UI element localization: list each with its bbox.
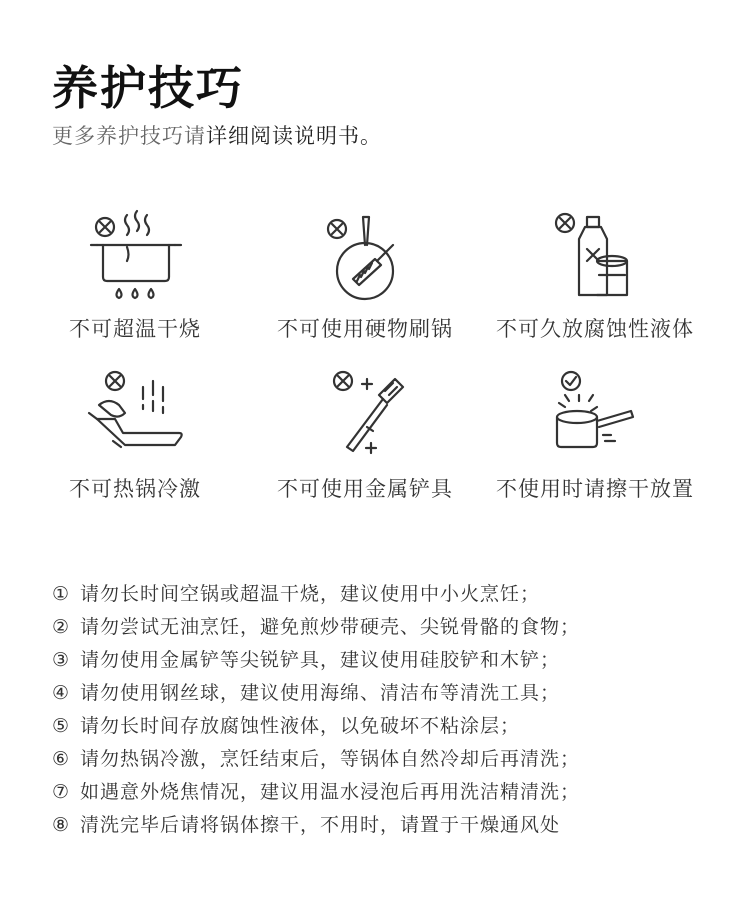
item-number: ④	[52, 682, 71, 704]
page-title: 养护技巧	[52, 61, 244, 115]
item-text: 请勿热锅冷激，烹饪结束后，等锅体自然冷却后再清洗；	[80, 748, 581, 770]
tip-card-no-thermal-shock	[15, 365, 255, 503]
list-item	[52, 578, 692, 611]
tip-label: 不可使用金属铲具	[277, 477, 453, 501]
corrosive-liquid-icon	[535, 205, 655, 305]
list-item	[52, 611, 692, 644]
tip-card-no-dry-heating	[15, 205, 255, 343]
list-item	[52, 710, 692, 743]
list-item	[52, 743, 692, 776]
care-notes-list	[52, 578, 692, 842]
list-item	[52, 677, 692, 710]
tip-card-no-corrosive	[475, 205, 715, 343]
item-number: ⑧	[52, 814, 71, 836]
item-number: ⑤	[52, 715, 71, 737]
tip-card-no-metal-utensils	[245, 365, 485, 503]
item-number: ③	[52, 649, 71, 671]
list-item	[52, 776, 692, 809]
item-number: ⑥	[52, 748, 71, 770]
list-item	[52, 644, 692, 677]
item-text: 如遇意外烧焦情况，建议用温水浸泡后再用洗洁精清洗；	[80, 781, 581, 803]
tip-card-no-hard-scrub	[245, 205, 485, 343]
item-text: 请勿尝试无油烹饪，避免煎炒带硬壳、尖锐骨骼的食物；	[80, 616, 581, 638]
item-text: 请勿使用金属铲等尖锐铲具，建议使用硅胶铲和木铲；	[80, 649, 561, 671]
subtitle-prefix: 更多养护技巧请	[52, 124, 206, 148]
dry-pot-icon	[535, 365, 655, 465]
subtitle-emphasis: 详细阅读说明书。	[206, 124, 382, 148]
boiling-pot-icon	[75, 205, 195, 305]
item-text: 请勿长时间空锅或超温干烧，建议使用中小火烹饪；	[80, 583, 541, 605]
item-number: ⑦	[52, 781, 71, 803]
tip-label: 不使用时请擦干放置	[496, 477, 694, 501]
item-number: ①	[52, 583, 71, 605]
tip-label: 不可热锅冷激	[69, 477, 201, 501]
page-subtitle	[52, 120, 382, 150]
hot-pan-cold-water-icon	[75, 365, 195, 465]
tip-label: 不可使用硬物刷锅	[277, 317, 453, 341]
tip-card-dry-after-use	[475, 365, 715, 503]
tip-label: 不可超温干烧	[69, 317, 201, 341]
metal-spatula-icon	[305, 365, 425, 465]
item-text: 请勿长时间存放腐蚀性液体，以免破坏不粘涂层；	[80, 715, 521, 737]
item-text: 请勿使用钢丝球，建议使用海绵、清洁布等清洗工具；	[80, 682, 561, 704]
pan-scrape-icon	[305, 205, 425, 305]
item-number: ②	[52, 616, 71, 638]
item-text: 清洗完毕后请将锅体擦干，不用时，请置于干燥通风处	[80, 814, 561, 836]
tip-label: 不可久放腐蚀性液体	[496, 317, 694, 341]
list-item	[52, 809, 692, 842]
